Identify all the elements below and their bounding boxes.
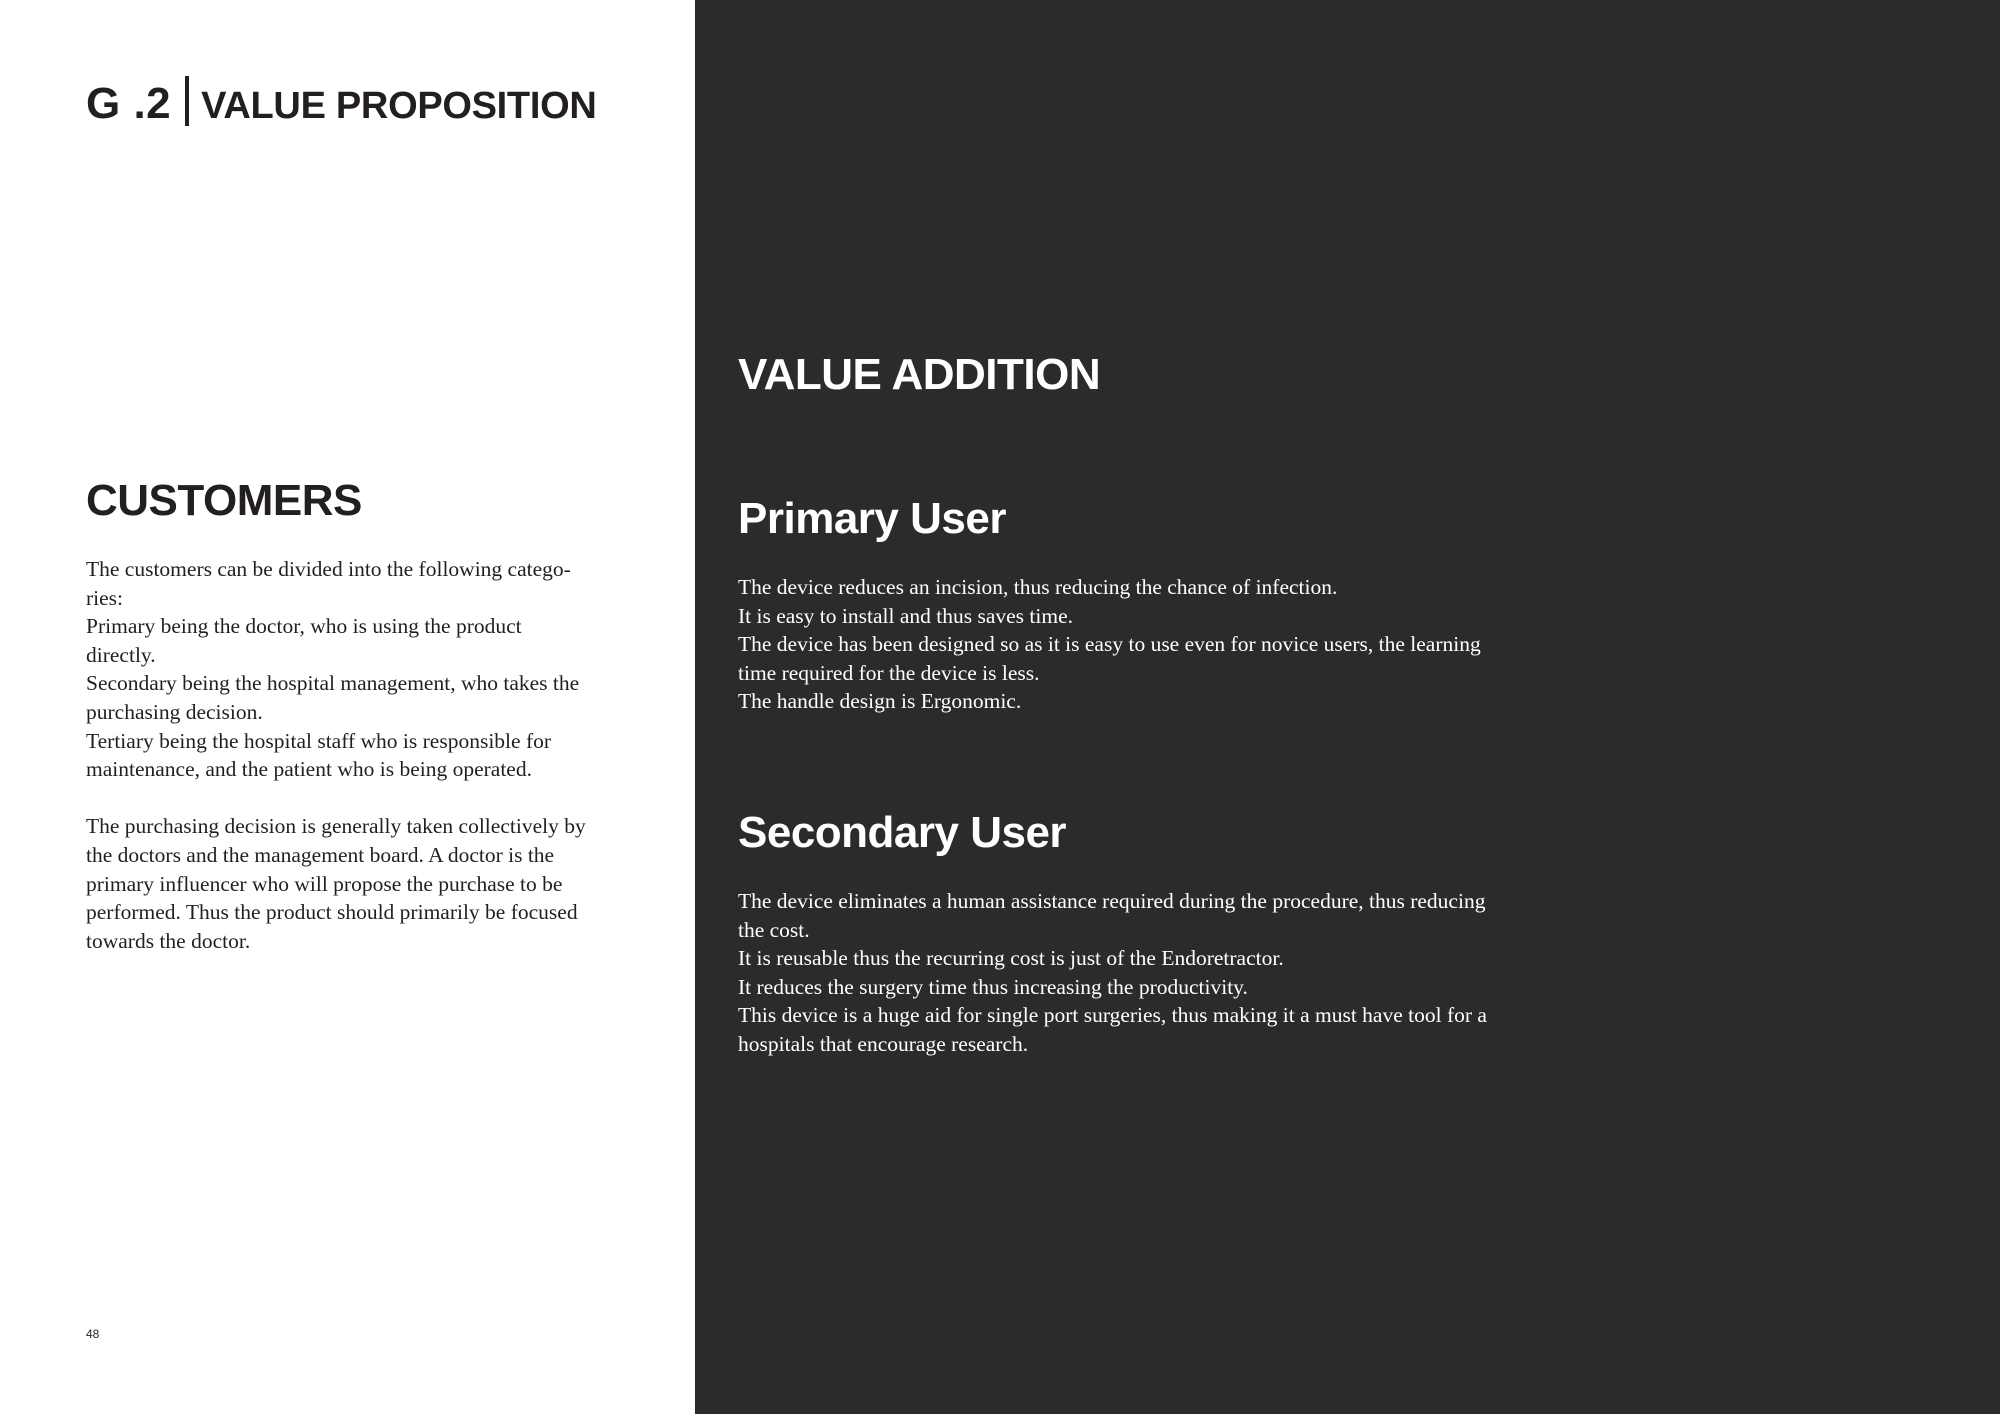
text-line: It reduces the surgery time thus increasing the productivity. (738, 974, 1248, 999)
text-line: time required for the device is less. (738, 660, 1040, 685)
text-line: directly. (86, 642, 156, 667)
text-line: performed. Thus the product should primarily be focused (86, 900, 578, 925)
text-line: primary influencer who will propose the purchase to be (86, 871, 563, 896)
value-addition-heading: VALUE ADDITION (738, 350, 1101, 399)
section-code: G .2 (86, 79, 172, 128)
section-title: VALUE PROPOSITION (201, 85, 597, 127)
text-line: Tertiary being the hospital staff who is responsible for (86, 728, 552, 753)
customers-paragraph-1 (86, 555, 646, 784)
text-line: Secondary being the hospital management, who takes the (86, 671, 580, 696)
text-line: hospitals that encourage research. (738, 1031, 1029, 1056)
heading-divider (185, 76, 189, 126)
text-line: the cost. (738, 917, 810, 942)
primary-user-body (738, 573, 1598, 716)
text-line: towards the doctor. (86, 928, 251, 953)
secondary-user-body (738, 887, 1598, 1059)
text-line: maintenance, and the patient who is being operated. (86, 757, 532, 782)
text-line: the doctors and the management board. A doctor is the (86, 842, 555, 867)
text-line: This device is a huge aid for single port surgeries, thus making it a must have tool for a (738, 1003, 1487, 1028)
text-line: The device eliminates a human assistance required during the procedure, thus reducing (738, 889, 1486, 913)
left-page (0, 0, 695, 1414)
secondary-user-heading: Secondary User (738, 808, 1067, 857)
text-line: ries: (86, 585, 124, 610)
customers-heading: CUSTOMERS (86, 476, 362, 525)
text-line: The customers can be divided into the following catego- (86, 557, 571, 581)
text-line: Primary being the doctor, who is using the product (86, 614, 522, 639)
text-line: The device reduces an incision, thus reducing the chance of infection. (738, 575, 1338, 599)
customers-paragraph-2 (86, 812, 646, 955)
section-heading (86, 76, 597, 129)
text-line: The purchasing decision is generally taken collectively by (86, 814, 586, 839)
text-line: The handle design is Ergonomic. (738, 689, 1022, 714)
text-line: The device has been designed so as it is easy to use even for novice users, the learning (738, 632, 1481, 657)
text-line: It is easy to install and thus saves time. (738, 603, 1073, 628)
text-line: It is reusable thus the recurring cost is just of the Endoretractor. (738, 946, 1284, 971)
customers-body (86, 555, 646, 955)
text-line: purchasing decision. (86, 699, 263, 724)
page-number: 48 (86, 1327, 100, 1341)
primary-user-heading: Primary User (738, 494, 1006, 543)
